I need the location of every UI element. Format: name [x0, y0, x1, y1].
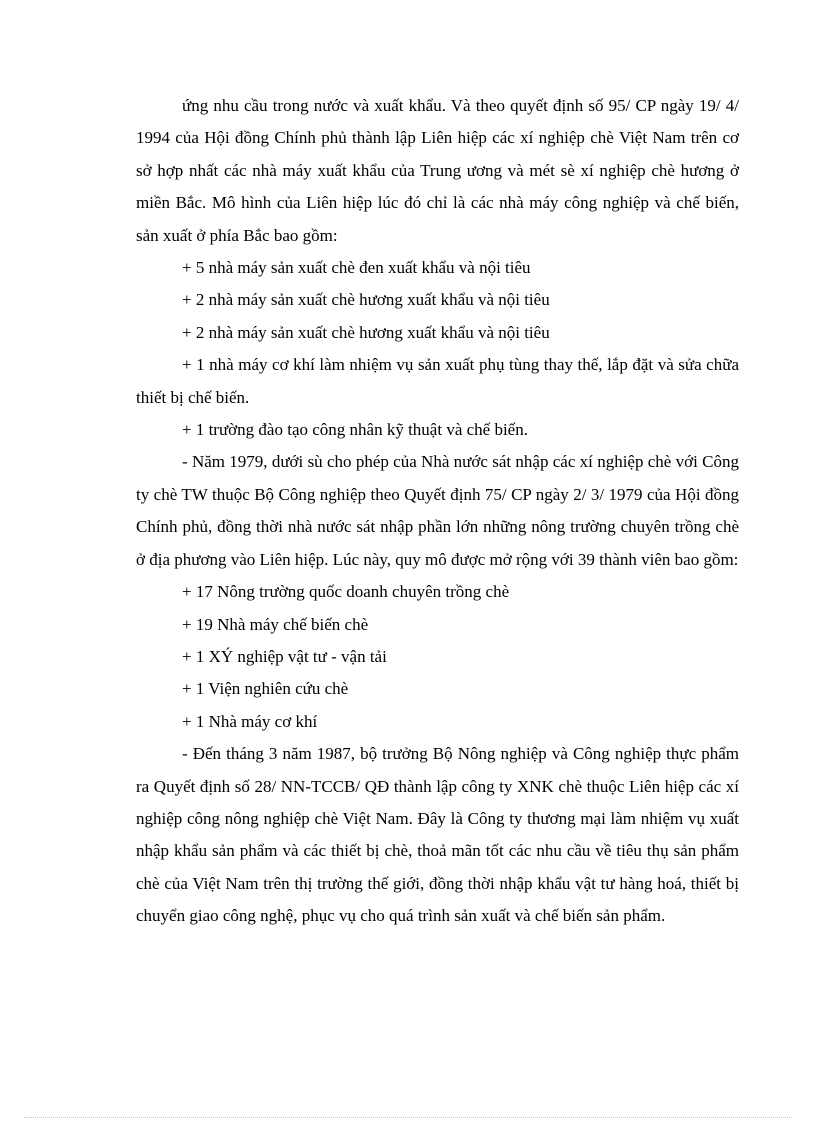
list-item: + 2 nhà máy sản xuất chè hương xuất khẩu và nội tiêu [182, 290, 550, 310]
list-item: + 1 trường đào tạo công nhân kỹ thuật và chế biến. [182, 420, 528, 440]
paragraph: - Năm 1979, dưới sù cho phép của Nhà nước sát nhập các xí nghiệp chè với Công ty chè TW thuộc Bộ Công nghiệp theo Quyết định 75/ CP ngày 2/ 3/ 1979 của Hội đồng Chính phủ, đồng thời nhà nước sát nhập phần lớn những nông trường chuyên trồng chè ở địa phương vào Liên hiệp. Lúc này, quy mô được mở rộng với 39 thành viên bao gồm: [136, 452, 739, 569]
document-page [136, 90, 739, 933]
page-footer-divider [24, 1117, 792, 1118]
paragraph: - Đến tháng 3 năm 1987, bộ trưởng Bộ Nông nghiệp và Công nghiệp thực phẩm ra Quyết định số 28/ NN-TCCB/ QĐ thành lập công ty XNK chè thuộc Liên hiệp các xí nghiệp công nông nghiệp chè Việt Nam. Đây là Công ty thương mại làm nhiệm vụ xuất nhập khẩu sản phẩm và các thiết bị chè, thoả mãn tốt các nhu cầu về tiêu thụ sản phẩm chè của Việt Nam trên thị trường thế giới, đồng thời nhập khẩu vật tư hàng hoá, thiết bị chuyển giao công nghệ, phục vụ cho quá trình sản xuất và chế biến sản phẩm. [136, 744, 739, 926]
list-item: + 2 nhà máy sản xuất chè hương xuất khẩu và nội tiêu [182, 322, 550, 342]
list-item: + 17 Nông trường quốc doanh chuyên trồng chè [182, 582, 510, 602]
list-item: + 1 Viện nghiên cứu chè [182, 679, 349, 699]
list-item: + 1 Nhà máy cơ khí [182, 711, 318, 731]
list-item: + 19 Nhà máy chế biến chè [182, 614, 369, 634]
list-item: + 1 XÝ nghiệp vật tư - vận tải [182, 646, 387, 666]
paragraph: ứng nhu cầu trong nước và xuất khẩu. Và theo quyết định số 95/ CP ngày 19/ 4/ 1994 của Hội đồng Chính phủ thành lập Liên hiệp các xí nghiệp chè Việt Nam trên cơ sở hợp nhất các nhà máy xuất khẩu của Trung ương và mét sè xí nghiệp chè hương ở miền Bắc. Mô hình của Liên hiệp lúc đó chỉ là các nhà máy công nghiệp và chế biến, sản xuất ở phía Bắc bao gồm: [136, 96, 739, 245]
list-item: + 1 nhà máy cơ khí làm nhiệm vụ sản xuất phụ tùng thay thế, lắp đặt và sửa chữa thiết bị chế biến. [136, 355, 739, 407]
list-item: + 5 nhà máy sản xuất chè đen xuất khẩu và nội tiêu [182, 258, 531, 278]
